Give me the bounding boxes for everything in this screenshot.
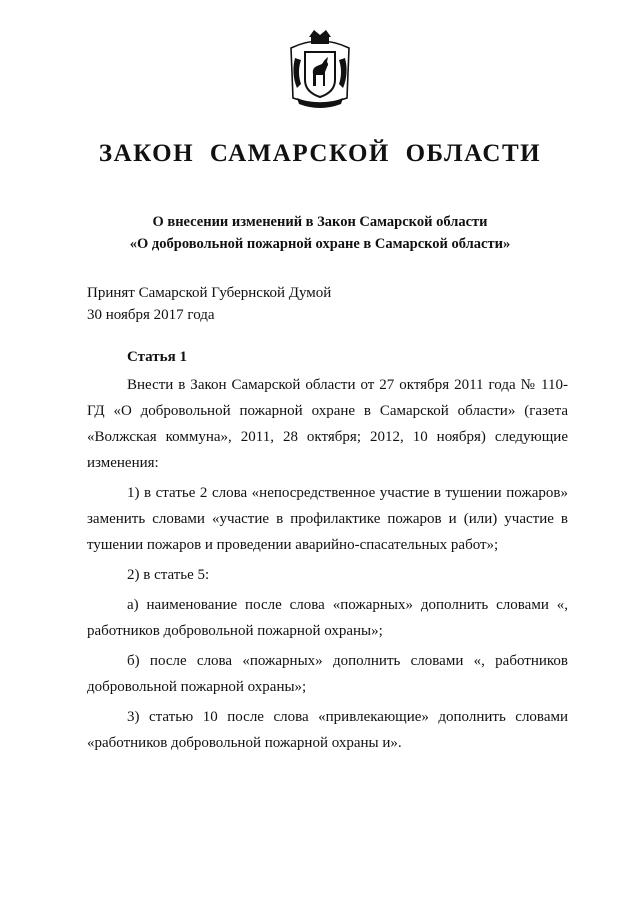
adoption-info — [87, 282, 331, 326]
paragraph: 3) статью 10 после слова «привлекающие» дополнить словами «работников добровольной пожарной охраны и». — [87, 709, 568, 751]
paragraph: б) после слова «пожарных» дополнить словами «, работников добровольной пожарной охраны»; — [87, 653, 568, 695]
adopted-by: Принят Самарской Губернской Думой — [87, 285, 332, 301]
coat-of-arms-icon — [287, 28, 353, 110]
subject-line-2: «О добровольной пожарной охране в Самарской области» — [129, 236, 511, 252]
law-subject — [0, 211, 640, 255]
paragraph: а) наименование после слова «пожарных» дополнить словами «, работников добровольной пожарной охраны»; — [87, 597, 568, 639]
adopted-date: 30 ноября 2017 года — [87, 307, 215, 323]
article-body — [87, 372, 568, 756]
paragraph: Внести в Закон Самарской области от 27 октября 2011 года № 110-ГД «О добровольной пожарной охране в Самарской области» (газета «Волжская коммуна», 2011, 28 октября; 2012, 10 ноября) следующие изменения: — [87, 377, 568, 471]
law-title: ЗАКОН САМАРСКОЙ ОБЛАСТИ — [98, 140, 542, 167]
paragraph: 2) в статье 5: — [127, 567, 210, 583]
paragraph: 1) в статье 2 слова «непосредственное участие в тушении пожаров» заменить словами «участие в профилактике пожаров и (или) участие в тушении пожаров и проведении аварийно-спасательных работ»; — [87, 485, 568, 553]
subject-line-1: О внесении изменений в Закон Самарской области — [152, 214, 488, 230]
article-heading: Статья 1 — [127, 349, 187, 365]
